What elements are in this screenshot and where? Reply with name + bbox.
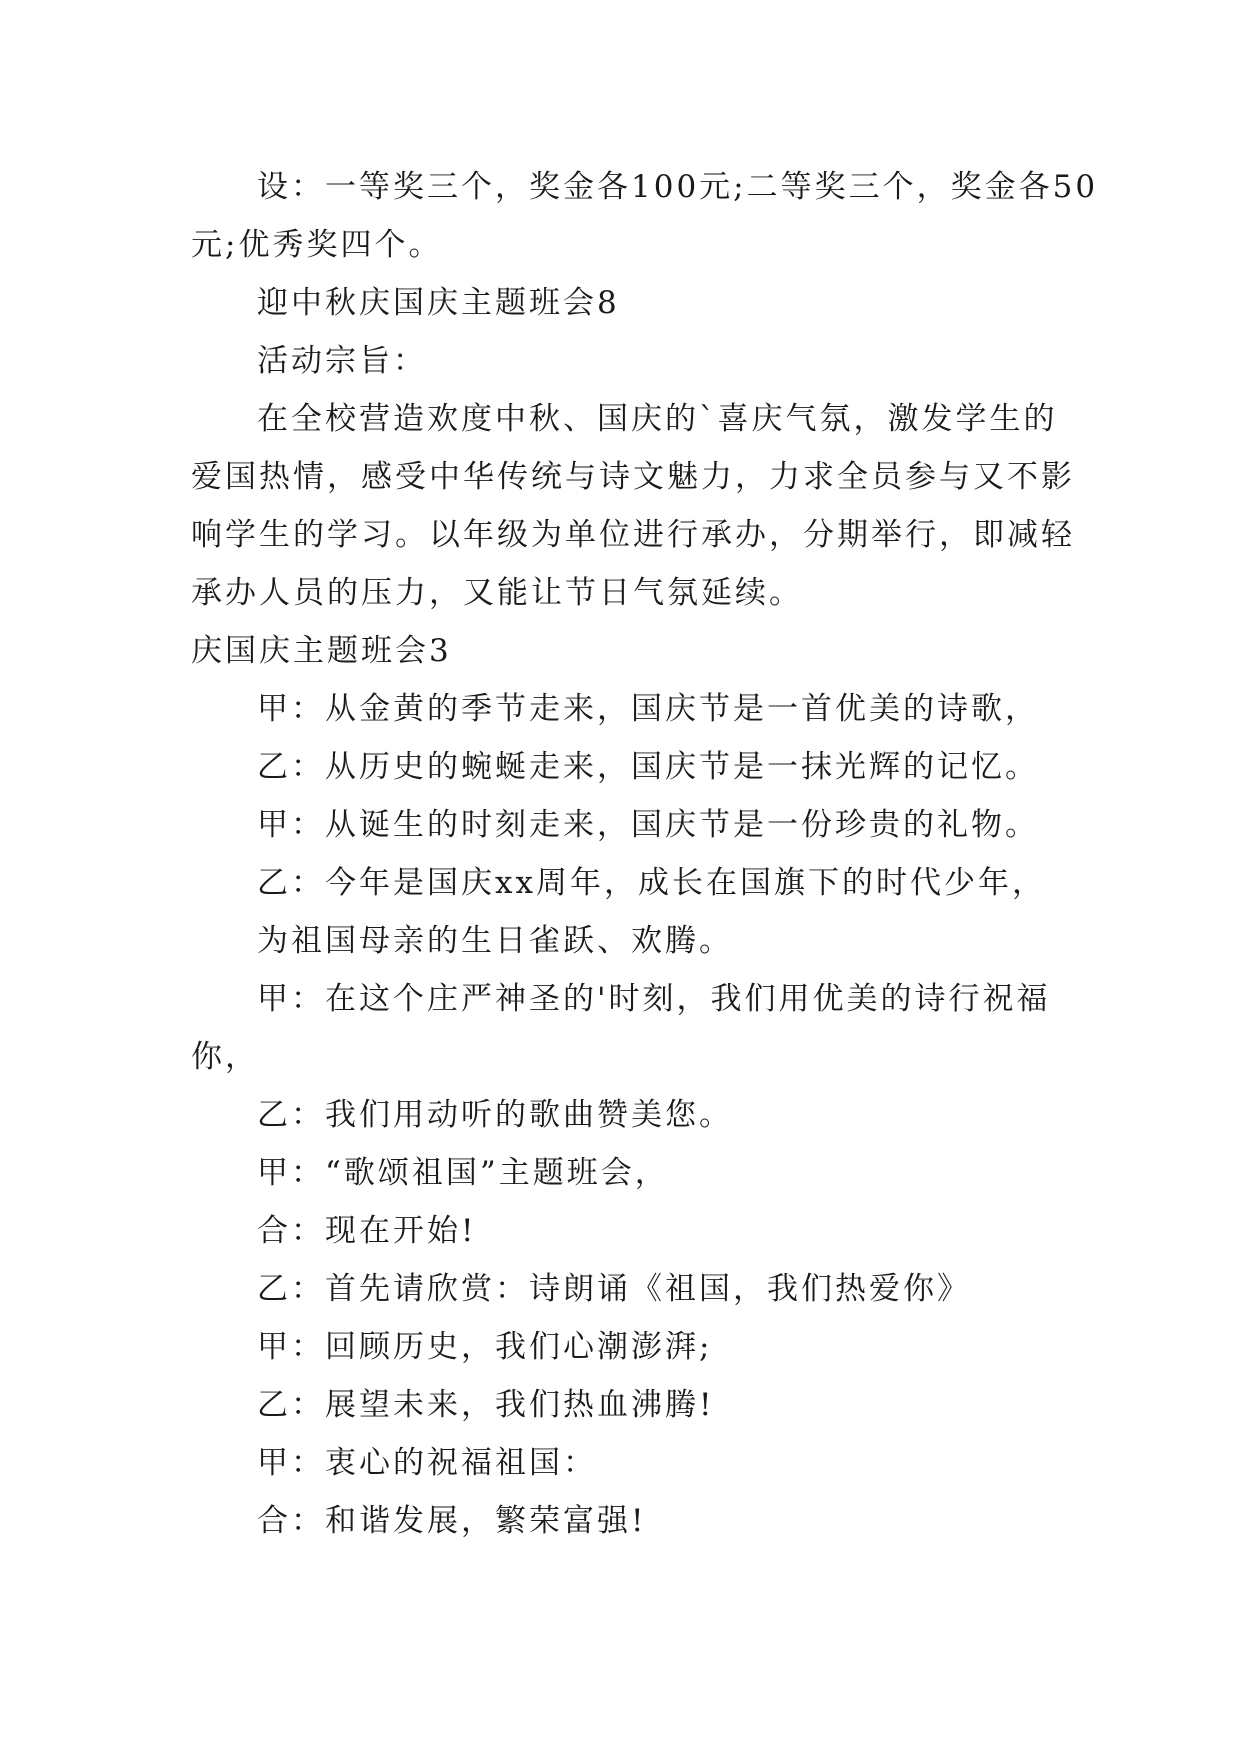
script-line-10: 合：现在开始! bbox=[257, 1213, 477, 1249]
activity-purpose-label: 活动宗旨： bbox=[257, 343, 427, 379]
purpose-paragraph-line-2: 爱国热情，感受中华传统与诗文魅力，力求全员参与又不影 bbox=[191, 459, 1075, 495]
script-line-15: 合：和谐发展，繁荣富强! bbox=[257, 1503, 647, 1539]
script-line-2: 乙：从历史的蜿蜒走来，国庆节是一抹光辉的记忆。 bbox=[257, 749, 1039, 785]
purpose-paragraph-line-4: 承办人员的压力，又能让节日气氛延续。 bbox=[191, 575, 803, 611]
script-line-12: 甲：回顾历史，我们心潮澎湃; bbox=[257, 1329, 713, 1365]
purpose-paragraph-line-3: 响学生的学习。以年级为单位进行承办，分期举行，即减轻 bbox=[191, 517, 1075, 553]
script-line-13: 乙：展望未来，我们热血沸腾! bbox=[257, 1387, 715, 1423]
script-line-14: 甲：衷心的祝福祖国： bbox=[257, 1445, 597, 1481]
prize-line-2: 元;优秀奖四个。 bbox=[191, 227, 443, 263]
script-line-5: 为祖国母亲的生日雀跃、欢腾。 bbox=[257, 923, 733, 959]
script-line-4: 乙：今年是国庆xx周年，成长在国旗下的时代少年， bbox=[257, 865, 1046, 901]
script-line-11: 乙：首先请欣赏：诗朗诵《祖国，我们热爱你》 bbox=[257, 1271, 971, 1307]
script-line-7: 你， bbox=[191, 1039, 259, 1075]
prize-line-1: 设：一等奖三个，奖金各100元;二等奖三个，奖金各50 bbox=[257, 169, 1099, 205]
script-line-3: 甲：从诞生的时刻走来，国庆节是一份珍贵的礼物。 bbox=[257, 807, 1039, 843]
purpose-paragraph-line-1: 在全校营造欢度中秋、国庆的`喜庆气氛，激发学生的 bbox=[257, 401, 1058, 437]
script-line-8: 乙：我们用动听的歌曲赞美您。 bbox=[257, 1097, 733, 1133]
section-heading-national-day: 庆国庆主题班会3 bbox=[191, 633, 452, 669]
script-line-9: 甲：“歌颂祖国”主题班会， bbox=[257, 1155, 669, 1191]
script-line-1: 甲：从金黄的季节走来，国庆节是一首优美的诗歌， bbox=[257, 691, 1039, 727]
section-heading-mid-autumn: 迎中秋庆国庆主题班会8 bbox=[257, 285, 620, 321]
script-line-6: 甲：在这个庄严神圣的'时刻，我们用优美的诗行祝福 bbox=[257, 981, 1051, 1017]
